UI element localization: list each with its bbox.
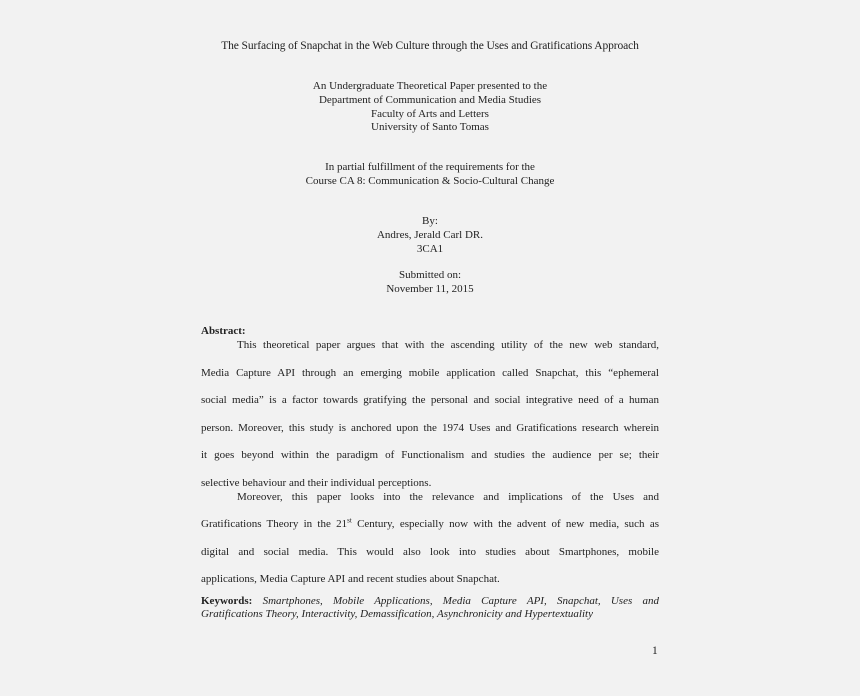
author-block [0,215,860,256]
abstract-line: digital and social media. This would also look into studies about Smartphones, mobile [201,545,659,558]
presented-line-3: Faculty of Arts and Letters [371,107,489,120]
keywords-label: Keywords: [201,595,253,607]
author-section: 3CA1 [416,242,444,255]
by-label: By: [422,215,438,227]
presented-line-1: An Undergraduate Theoretical Paper presented to the [312,80,548,92]
abstract-line: it goes beyond within the paradigm of Functionalism and studies the audience per se; their [201,449,659,461]
abstract-line: Media Capture API through an emerging mobile application called Snapchat, this “ephemeral [201,366,659,379]
fulfillment-line-1: In partial fulfillment of the requirements for the [325,161,535,173]
keywords-line [201,595,659,608]
fulfillment-block [0,161,860,189]
abstract-section [201,324,659,586]
abstract-text: Century, especially now with the advent of new media, such as [351,518,659,530]
abstract-line: applications, Media Capture API and recent studies about Snapchat. [201,573,500,585]
submitted-date: November 11, 2015 [386,282,474,295]
abstract-line [201,517,659,531]
submitted-label: Submitted on: [398,269,462,281]
page-number: 1 [652,645,658,657]
presentation-block [0,80,860,135]
keywords-line: Gratifications Theory, Interactivity, Demassification, Asynchronicity and Hypertextuality [201,608,593,620]
fulfillment-line-2: Course CA 8: Communication & Socio-Cultural Change [305,174,555,187]
abstract-line: selective behaviour and their individual perceptions. [201,476,432,489]
keywords-section [201,595,659,621]
abstract-heading: Abstract: [201,325,246,337]
abstract-line: This theoretical paper argues that with the ascending utility of the new web standard, [237,339,659,351]
author-name: Andres, Jerald Carl DR. [376,228,483,241]
presented-line-2: Department of Communication and Media Studies [318,93,542,106]
abstract-line: Moreover, this paper looks into the relevance and implications of the Uses and [237,490,659,503]
paper-title: The Surfacing of Snapchat in the Web Culture through the Uses and Gratifications Approach [221,40,639,52]
submission-block [0,269,860,297]
abstract-line: person. Moreover, this study is anchored upon the 1974 Uses and Gratifications research wherein [201,421,659,434]
abstract-line: social media” is a factor towards gratifying the personal and social integrative need of a human [201,394,659,406]
abstract-text: Gratifications Theory in the 21 [201,518,348,530]
superscript: st [347,516,352,525]
presented-line-4: University of Santo Tomas [371,121,489,134]
keywords-text: Smartphones, Mobile Applications, Media Capture API, Snapchat, Uses and [262,595,659,607]
